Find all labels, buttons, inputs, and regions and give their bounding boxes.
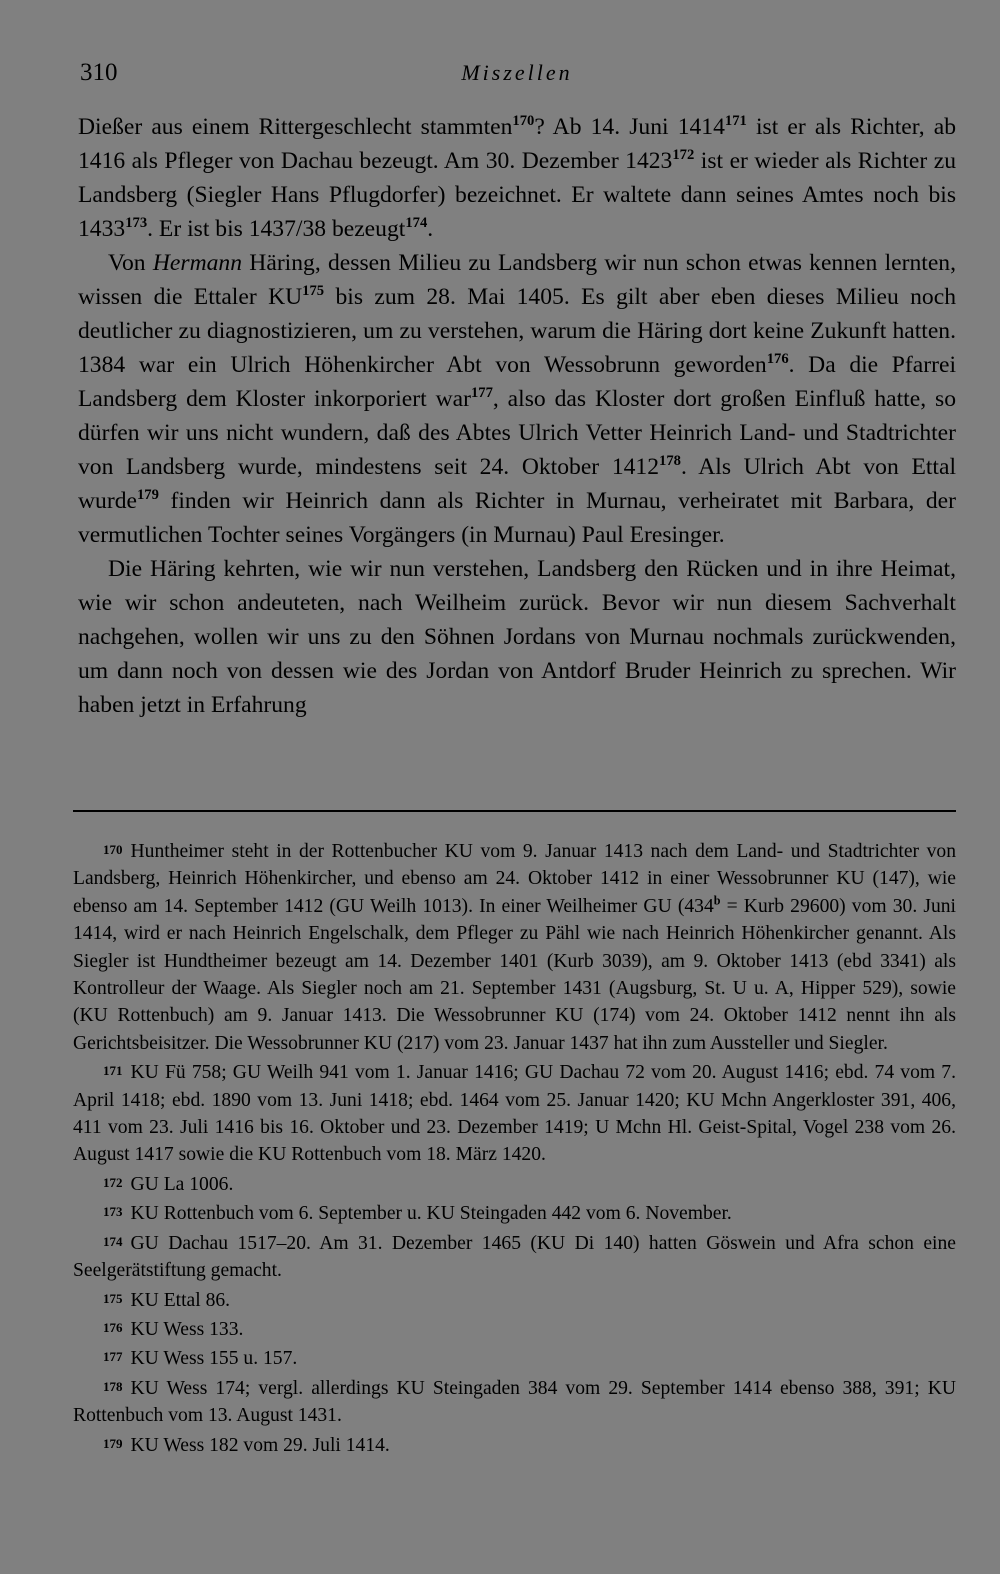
footnote-ref: 173	[125, 215, 148, 232]
text-span: Dießer aus einem Rittergeschlecht stammten	[78, 114, 513, 140]
text-span: . Als Ulrich Abt von Ettal wurde	[78, 454, 956, 514]
paragraph-1	[78, 110, 956, 246]
text-span: . Er ist bis 1437/38 bezeugt	[147, 216, 406, 242]
text-span: bis zum 28. Mai 1405. Es gilt aber eben dieses Milieu noch deutlicher zu diagnostizieren, um zu verstehen, warum die Häring dort keine Zukunft hatten. 1384 war ein Ulrich Höhenkircher Abt von Wessobrunn geworden	[78, 284, 957, 378]
footnote-text: KU Fü 758; GU Weilh 941 vom 1. Januar 1416; GU Dachau 72 vom 20. August 1416; ebd. 74 vom 7. April 1418; ebd. 1890 vom 13. Juni 1418; ebd. 1464 vom 25. Januar 1420; KU Mchn Angerkloster 391, 406, 411 vom 23. Juli 1416 bis 16. Oktober und 23. Dezember 1419; U Mchn Hl. Geist-Spital, Vogel 238 vom 26. August 1417 sowie die KU Rottenbuch vom 18. März 1420.	[73, 1062, 956, 1166]
footnote-177	[73, 1343, 956, 1372]
main-text	[78, 110, 956, 722]
footnote-text: KU Wess 155 u. 157.	[130, 1348, 298, 1370]
text-span: ist er wieder als Richter zu Landsberg (Siegler Hans Pflugdorfer) bezeichnet. Er waltete dann seines Amtes noch bis 1433	[78, 148, 956, 242]
footnote-176	[73, 1314, 956, 1343]
footnote-172	[73, 1169, 956, 1198]
footnote-ref: 177	[470, 385, 493, 402]
footnote-ref: 178	[659, 453, 681, 470]
text-span: Von	[108, 250, 153, 276]
footnote-text: GU Dachau 1517–20. Am 31. Dezember 1465 (KU Di 140) hatten Göswein und Afra schon eine Seelgerätstiftung gemacht.	[73, 1232, 956, 1282]
footnote-ref: 170	[512, 113, 535, 130]
paragraph-2	[78, 246, 956, 552]
footnote-number: 178	[103, 1378, 123, 1394]
footnote-ref: 176	[766, 351, 789, 368]
footnote-text: KU Ettal 86.	[130, 1289, 231, 1311]
footnote-text: GU La 1006.	[130, 1173, 234, 1195]
footnote-number: 171	[103, 1063, 123, 1079]
page-number: 310	[80, 59, 118, 86]
text-span: .	[427, 216, 434, 242]
footnote-number: 174	[103, 1233, 123, 1249]
footnote-ref: 174	[405, 215, 428, 232]
footnote-number: 172	[103, 1174, 123, 1190]
footnote-sup: b	[713, 893, 721, 908]
text-span: ? Ab 14. Juni 1414	[534, 114, 725, 140]
footnote-171	[73, 1057, 956, 1169]
text-span: ist er als Richter, ab 1416 als Pfleger von Dachau bezeugt. Am 30. Dezember 1423	[78, 114, 956, 174]
footnote-number: 170	[103, 842, 123, 857]
footnote-text: KU Wess 133.	[130, 1318, 244, 1340]
footnote-divider	[73, 810, 956, 812]
footnote-number: 175	[103, 1290, 123, 1306]
footnote-ref: 179	[136, 487, 159, 504]
footnote-text: Huntheimer steht in der Rottenbucher KU vom 9. Januar 1413 nach dem Land- und Stadtrichter von Landsberg, Heinrich Höhenkircher, und ebenso am 24. Oktober 1412 in einer Wessobrunner KU (147), wie ebenso am 14. September 1412 (GU Weilh 1013). In einer Weilheimer GU (434	[73, 841, 956, 917]
footnote-170	[73, 836, 956, 1057]
footnote-text: KU Wess 174; vergl. allerdings KU Steingaden 384 vom 29. September 1414 ebenso 388, 391; KU Rottenbuch vom 13. August 1431.	[73, 1377, 956, 1427]
footnotes	[73, 836, 956, 1459]
running-head: Miszellen	[461, 60, 573, 85]
footnote-ref: 171	[724, 113, 747, 130]
text-span: . Da die Pfarrei Landsberg dem Kloster inkorporiert war	[78, 352, 956, 412]
footnote-number: 173	[103, 1204, 123, 1220]
footnote-174	[73, 1228, 956, 1285]
footnote-text: KU Wess 182 vom 29. Juli 1414.	[130, 1434, 390, 1456]
footnote-text: = Kurb 29600) vom 30. Juni 1414, wird er nach Heinrich Engelschalk, dem Pfleger zu Pähl wie nach Heinrich Höhenkircher genannt. Als Siegler ist Hundtheimer bezeugt am 14. Dezember 1401 (Kurb 3039), am 9. Oktober 1413 (ebd 3341) als Kontrolleur der Waage. Als Siegler noch am 21. September 1431 (Augsburg, St. U u. A, Hipper 529), sowie (KU Rottenbuch) am 9. Januar 1413. Die Wessobrunner KU (174) vom 24. Oktober 1412 nennt ihn als Gerichtsbeisitzer. Die Wessobrunner KU (217) vom 23. Januar 1437 hat ihn zum Aussteller und Siegler.	[73, 895, 956, 1054]
footnote-ref: 175	[302, 283, 325, 300]
footnote-number: 177	[103, 1349, 123, 1365]
footnote-178	[73, 1373, 956, 1430]
footnote-173	[73, 1198, 956, 1227]
text-span: finden wir Heinrich dann als Richter in Murnau, verheiratet mit Barbara, der vermutlichen Tochter seines Vorgängers (in Murnau) Paul Eresinger.	[78, 488, 956, 548]
footnote-number: 179	[103, 1435, 123, 1451]
footnote-179	[73, 1430, 956, 1459]
footnote-175	[73, 1285, 956, 1314]
italic-name: Hermann	[152, 250, 243, 276]
page-header	[80, 56, 954, 90]
text-span: Häring, dessen Milieu zu Landsberg wir nun schon etwas kennen lernten, wissen die Ettaler KU	[78, 250, 956, 310]
footnote-ref: 172	[672, 147, 695, 164]
paragraph-3: Die Häring kehrten, wie wir nun verstehen, Landsberg den Rücken und in ihre Heimat, wie wir schon andeuteten, nach Weilheim zurück. Bevor wir nun diesem Sachverhalt nachgehen, wollen wir uns zu den Söhnen Jordans von Murnau nochmals zurückwenden, um dann noch von dessen wie des Jordan von Antdorf Bruder Heinrich zu sprechen. Wir haben jetzt in Erfahrung	[78, 556, 956, 718]
footnote-number: 176	[103, 1319, 123, 1335]
text-span: , also das Kloster dort großen Einfluß hatte, so dürfen wir uns nicht wundern, daß des Abtes Ulrich Vetter Heinrich Land- und Stadtrichter von Landsberg wurde, mindestens seit 24. Oktober 1412	[78, 386, 956, 480]
footnote-text: KU Rottenbuch vom 6. September u. KU Steingaden 442 vom 6. November.	[130, 1203, 732, 1225]
